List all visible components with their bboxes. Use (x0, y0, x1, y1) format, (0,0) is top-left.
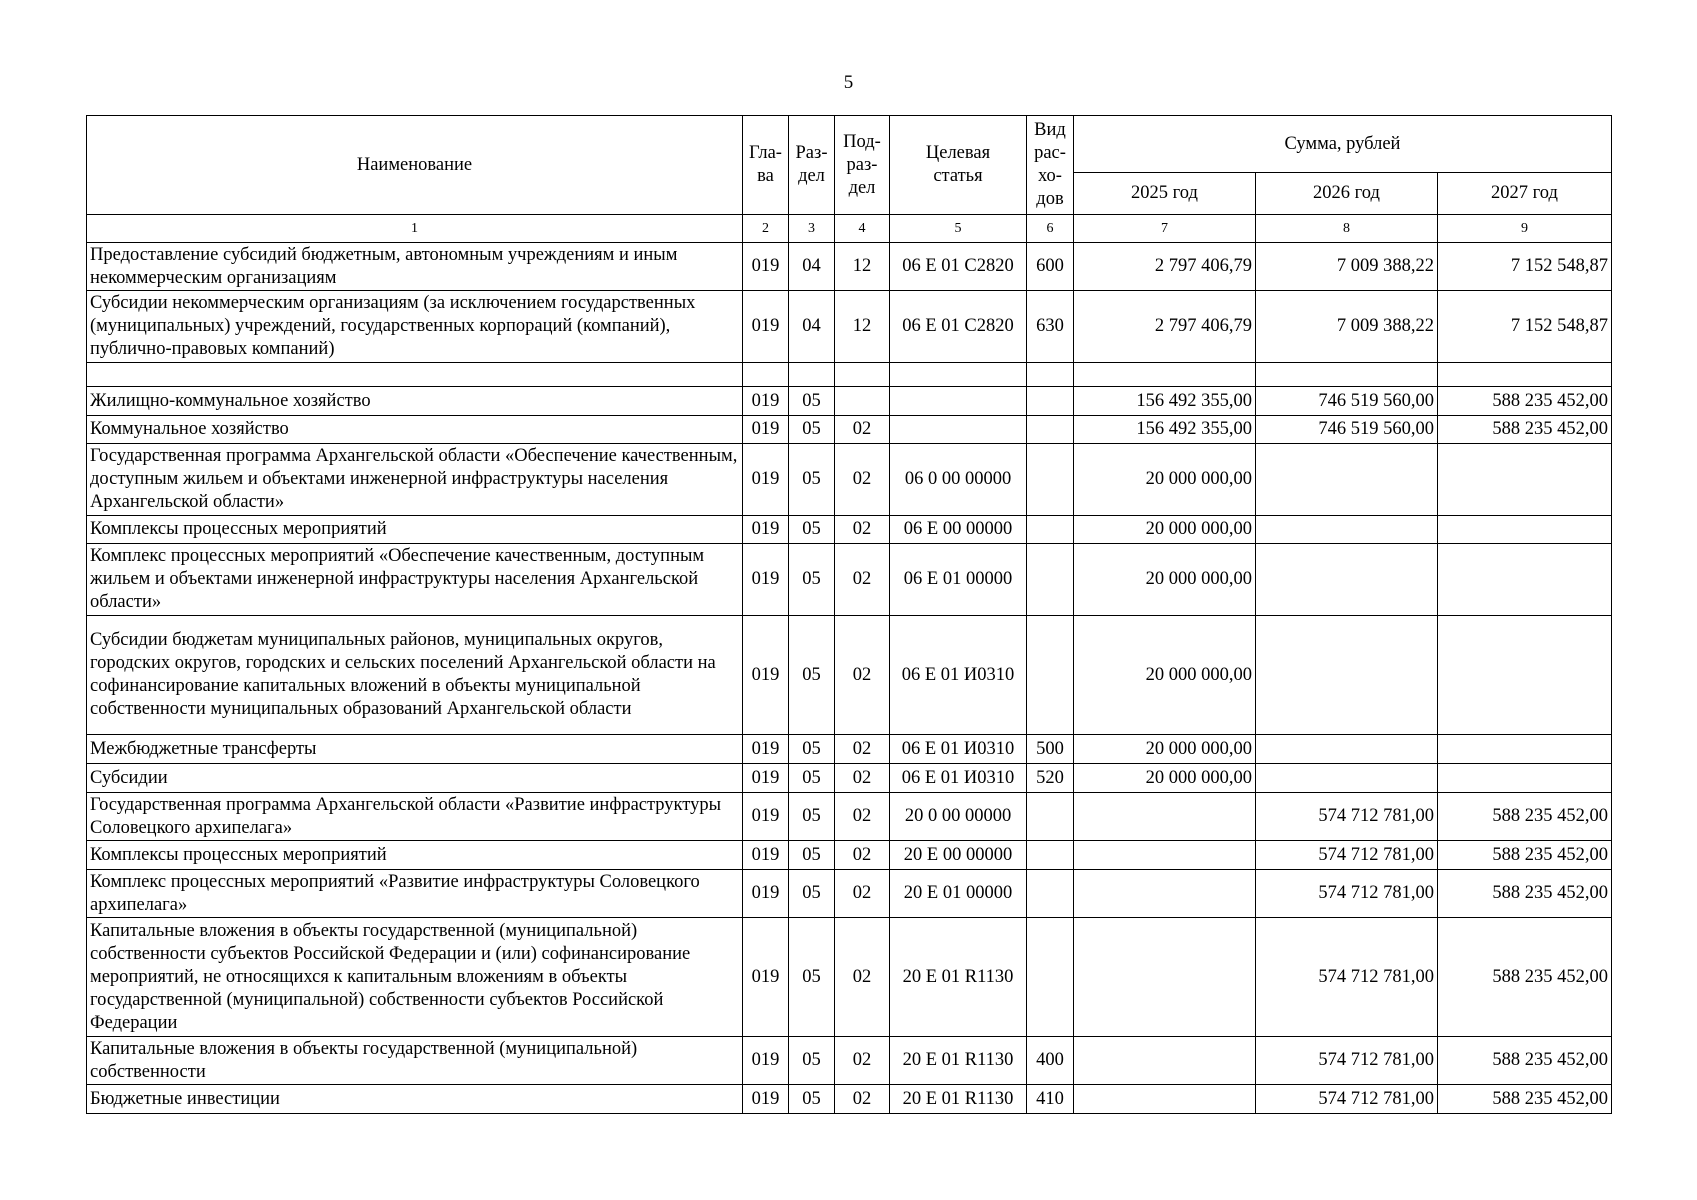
row-amount-2026 (1256, 764, 1438, 793)
row-expense-type: 600 (1027, 243, 1074, 291)
table-body (87, 243, 1612, 1114)
row-section: 05 (789, 1085, 835, 1114)
row-section: 05 (789, 764, 835, 793)
row-subsection: 02 (835, 444, 890, 516)
row-target-article: 20 Е 01 R1130 (890, 918, 1027, 1037)
row-amount-2027 (1438, 444, 1612, 516)
row-section: 05 (789, 387, 835, 416)
row-section: 05 (789, 793, 835, 841)
row-chapter: 019 (743, 1037, 789, 1085)
row-expense-type (1027, 918, 1074, 1037)
header-chapter: Гла- ва (743, 116, 789, 215)
row-amount-2027 (1438, 516, 1612, 544)
row-chapter: 019 (743, 870, 789, 918)
row-subsection: 02 (835, 870, 890, 918)
row-subsection: 02 (835, 764, 890, 793)
row-subsection: 12 (835, 243, 890, 291)
row-subsection: 02 (835, 1085, 890, 1114)
table-row (87, 1037, 1612, 1085)
row-amount-2025 (1074, 918, 1256, 1037)
row-amount-2027: 588 235 452,00 (1438, 1037, 1612, 1085)
row-name: Комплекс процессных мероприятий «Развитие инфраструктуры Соловецкого архипелага» (87, 870, 743, 918)
row-section: 04 (789, 243, 835, 291)
row-target-article: 06 Е 01 00000 (890, 544, 1027, 616)
header-year-2027: 2027 год (1438, 173, 1612, 215)
header-name: Наименование (87, 116, 743, 215)
row-expense-type (1027, 793, 1074, 841)
header-expense-type: Вид рас- хо- дов (1027, 116, 1074, 215)
row-section (789, 363, 835, 387)
header-year-2025: 2025 год (1074, 173, 1256, 215)
row-name: Субсидии (87, 764, 743, 793)
table-row (87, 387, 1612, 416)
table-row (87, 363, 1612, 387)
col-number: 4 (835, 215, 890, 243)
row-chapter: 019 (743, 291, 789, 363)
row-amount-2025: 20 000 000,00 (1074, 735, 1256, 764)
row-name: Капитальные вложения в объекты государственной (муниципальной) собственности (87, 1037, 743, 1085)
row-subsection: 02 (835, 416, 890, 444)
row-target-article (890, 363, 1027, 387)
row-amount-2027 (1438, 764, 1612, 793)
row-target-article: 06 Е 01 С2820 (890, 243, 1027, 291)
table-row (87, 444, 1612, 516)
row-subsection: 02 (835, 616, 890, 735)
row-amount-2027: 7 152 548,87 (1438, 291, 1612, 363)
row-chapter: 019 (743, 516, 789, 544)
row-amount-2025: 2 797 406,79 (1074, 243, 1256, 291)
table-row (87, 1085, 1612, 1114)
row-expense-type (1027, 363, 1074, 387)
col-number: 5 (890, 215, 1027, 243)
row-target-article: 06 0 00 00000 (890, 444, 1027, 516)
row-chapter: 019 (743, 416, 789, 444)
row-amount-2025: 20 000 000,00 (1074, 764, 1256, 793)
row-amount-2025: 20 000 000,00 (1074, 544, 1256, 616)
row-expense-type (1027, 841, 1074, 870)
table-row (87, 841, 1612, 870)
header-year-2026: 2026 год (1256, 173, 1438, 215)
row-subsection: 02 (835, 841, 890, 870)
row-amount-2026: 574 712 781,00 (1256, 1037, 1438, 1085)
row-target-article: 06 Е 01 И0310 (890, 764, 1027, 793)
row-amount-2027 (1438, 544, 1612, 616)
row-section: 05 (789, 735, 835, 764)
row-section: 05 (789, 416, 835, 444)
table-row (87, 291, 1612, 363)
row-chapter: 019 (743, 243, 789, 291)
row-amount-2025 (1074, 793, 1256, 841)
row-expense-type: 630 (1027, 291, 1074, 363)
row-amount-2026 (1256, 516, 1438, 544)
row-amount-2025: 156 492 355,00 (1074, 387, 1256, 416)
page-number: 5 (843, 72, 854, 93)
row-section: 05 (789, 516, 835, 544)
row-target-article: 20 Е 01 R1130 (890, 1037, 1027, 1085)
row-amount-2027 (1438, 616, 1612, 735)
row-amount-2025 (1074, 1085, 1256, 1114)
row-target-article (890, 387, 1027, 416)
row-name (87, 363, 743, 387)
header-sum: Сумма, рублей (1074, 116, 1612, 173)
row-target-article (890, 416, 1027, 444)
row-chapter: 019 (743, 444, 789, 516)
row-subsection (835, 363, 890, 387)
row-subsection (835, 387, 890, 416)
row-amount-2027: 588 235 452,00 (1438, 918, 1612, 1037)
table-row (87, 870, 1612, 918)
row-amount-2025 (1074, 363, 1256, 387)
row-chapter: 019 (743, 387, 789, 416)
row-expense-type: 400 (1027, 1037, 1074, 1085)
row-subsection: 02 (835, 918, 890, 1037)
row-amount-2025 (1074, 870, 1256, 918)
row-amount-2025 (1074, 1037, 1256, 1085)
row-subsection: 02 (835, 544, 890, 616)
header-section: Раз- дел (789, 116, 835, 215)
row-chapter: 019 (743, 1085, 789, 1114)
row-name: Государственная программа Архангельской области «Обеспечение качественным, доступным жильем и объектами инженерной инфраструктуры населения Архангельской области» (87, 444, 743, 516)
row-expense-type (1027, 444, 1074, 516)
row-amount-2026: 746 519 560,00 (1256, 416, 1438, 444)
row-subsection: 02 (835, 735, 890, 764)
row-section: 05 (789, 444, 835, 516)
row-amount-2025: 2 797 406,79 (1074, 291, 1256, 363)
row-amount-2025 (1074, 841, 1256, 870)
col-number: 2 (743, 215, 789, 243)
row-name: Жилищно-коммунальное хозяйство (87, 387, 743, 416)
budget-table (86, 115, 1612, 1114)
header-subsection: Под- раз- дел (835, 116, 890, 215)
row-target-article: 06 Е 00 00000 (890, 516, 1027, 544)
table-row (87, 735, 1612, 764)
row-amount-2027: 7 152 548,87 (1438, 243, 1612, 291)
row-amount-2026: 574 712 781,00 (1256, 841, 1438, 870)
row-amount-2026 (1256, 735, 1438, 764)
row-amount-2026: 746 519 560,00 (1256, 387, 1438, 416)
table-row (87, 616, 1612, 735)
row-amount-2026: 574 712 781,00 (1256, 870, 1438, 918)
row-amount-2027: 588 235 452,00 (1438, 1085, 1612, 1114)
row-name: Субсидии бюджетам муниципальных районов, муниципальных округов, городских округов, городских и сельских поселений Архангельской области на софинансирование капитальных вложений в объекты муниципальной собственности муниципальных образований Архангельской области (87, 616, 743, 735)
col-number: 6 (1027, 215, 1074, 243)
table-row (87, 918, 1612, 1037)
row-name: Комплексы процессных мероприятий (87, 841, 743, 870)
row-chapter: 019 (743, 793, 789, 841)
col-number: 1 (87, 215, 743, 243)
row-expense-type (1027, 516, 1074, 544)
row-name: Межбюджетные трансферты (87, 735, 743, 764)
row-amount-2025: 20 000 000,00 (1074, 516, 1256, 544)
row-amount-2026: 7 009 388,22 (1256, 291, 1438, 363)
row-amount-2025: 20 000 000,00 (1074, 444, 1256, 516)
table-row (87, 516, 1612, 544)
row-expense-type (1027, 616, 1074, 735)
row-chapter: 019 (743, 764, 789, 793)
col-number: 7 (1074, 215, 1256, 243)
row-name: Субсидии некоммерческим организациям (за исключением государственных (муниципальных) учреждений, государственных корпораций (компаний), публично-правовых компаний) (87, 291, 743, 363)
row-section: 05 (789, 616, 835, 735)
row-section: 05 (789, 1037, 835, 1085)
row-amount-2027: 588 235 452,00 (1438, 416, 1612, 444)
row-amount-2026: 574 712 781,00 (1256, 1085, 1438, 1114)
table-row (87, 243, 1612, 291)
row-expense-type (1027, 387, 1074, 416)
row-amount-2025: 156 492 355,00 (1074, 416, 1256, 444)
row-expense-type: 410 (1027, 1085, 1074, 1114)
row-expense-type (1027, 416, 1074, 444)
row-expense-type: 520 (1027, 764, 1074, 793)
row-name: Комплексы процессных мероприятий (87, 516, 743, 544)
row-name: Комплекс процессных мероприятий «Обеспечение качественным, доступным жильем и объектами инженерной инфраструктуры населения Архангельской области» (87, 544, 743, 616)
row-chapter: 019 (743, 616, 789, 735)
row-section: 04 (789, 291, 835, 363)
row-amount-2026 (1256, 616, 1438, 735)
row-name: Государственная программа Архангельской области «Развитие инфраструктуры Соловецкого архипелага» (87, 793, 743, 841)
row-amount-2026 (1256, 444, 1438, 516)
row-expense-type: 500 (1027, 735, 1074, 764)
row-subsection: 02 (835, 516, 890, 544)
row-expense-type (1027, 544, 1074, 616)
col-number: 9 (1438, 215, 1612, 243)
row-name: Предоставление субсидий бюджетным, автономным учреждениям и иным некоммерческим организациям (87, 243, 743, 291)
row-subsection: 12 (835, 291, 890, 363)
row-amount-2027 (1438, 735, 1612, 764)
row-expense-type (1027, 870, 1074, 918)
row-chapter: 019 (743, 544, 789, 616)
row-section: 05 (789, 870, 835, 918)
row-target-article: 20 Е 01 R1130 (890, 1085, 1027, 1114)
row-amount-2026 (1256, 363, 1438, 387)
row-name: Бюджетные инвестиции (87, 1085, 743, 1114)
row-section: 05 (789, 918, 835, 1037)
row-target-article: 06 Е 01 И0310 (890, 735, 1027, 764)
table-row (87, 764, 1612, 793)
row-amount-2026 (1256, 544, 1438, 616)
row-amount-2027: 588 235 452,00 (1438, 793, 1612, 841)
row-target-article: 06 Е 01 И0310 (890, 616, 1027, 735)
row-subsection: 02 (835, 793, 890, 841)
row-amount-2027: 588 235 452,00 (1438, 387, 1612, 416)
row-target-article: 20 Е 01 00000 (890, 870, 1027, 918)
column-number-row (87, 215, 1612, 243)
row-amount-2027 (1438, 363, 1612, 387)
row-target-article: 06 Е 01 С2820 (890, 291, 1027, 363)
row-section: 05 (789, 841, 835, 870)
row-amount-2027: 588 235 452,00 (1438, 841, 1612, 870)
row-name: Коммунальное хозяйство (87, 416, 743, 444)
row-chapter (743, 363, 789, 387)
row-section: 05 (789, 544, 835, 616)
row-target-article: 20 0 00 00000 (890, 793, 1027, 841)
row-amount-2027: 588 235 452,00 (1438, 870, 1612, 918)
row-target-article: 20 Е 00 00000 (890, 841, 1027, 870)
table-row (87, 416, 1612, 444)
row-chapter: 019 (743, 918, 789, 1037)
row-amount-2025: 20 000 000,00 (1074, 616, 1256, 735)
row-amount-2026: 574 712 781,00 (1256, 918, 1438, 1037)
row-amount-2026: 574 712 781,00 (1256, 793, 1438, 841)
row-chapter: 019 (743, 735, 789, 764)
table-row (87, 544, 1612, 616)
header-target: Целевая статья (890, 116, 1027, 215)
row-subsection: 02 (835, 1037, 890, 1085)
row-chapter: 019 (743, 841, 789, 870)
col-number: 8 (1256, 215, 1438, 243)
col-number: 3 (789, 215, 835, 243)
row-name: Капитальные вложения в объекты государственной (муниципальной) собственности субъектов Российской Федерации и (или) софинансирование мероприятий, не относящихся к капитальным вложениям в объекты государственной (муниципальной) собственности субъектов Российской Федерации (87, 918, 743, 1037)
table-row (87, 793, 1612, 841)
row-amount-2026: 7 009 388,22 (1256, 243, 1438, 291)
